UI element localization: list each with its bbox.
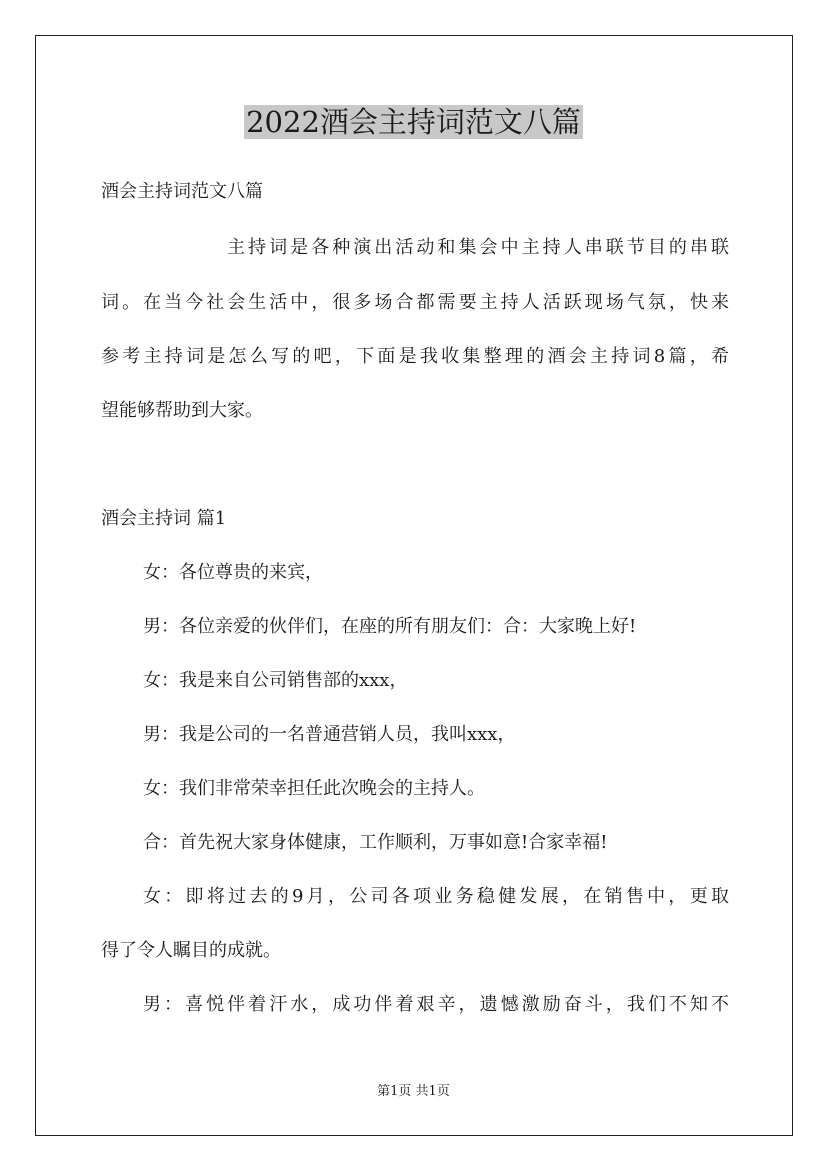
body-line-2: 男：各位亲爱的伙伴们，在座的所有朋友们：合：大家晚上好! [143,616,637,637]
body-line-4: 男：我是公司的一名普通营销人员，我叫xxx， [143,724,516,745]
section-heading: 酒会主持词 篇1 [101,508,227,529]
body-line-5: 女：我们非常荣幸担任此次晚会的主持人。 [143,778,485,799]
document-title [0,100,827,144]
intro-line-2: 词。在当今社会生活中，很多场合都需要主持人活跃现场气氛，快来 [101,292,729,313]
body-line-6: 合：首先祝大家身体健康，工作顺利，万事如意!合家幸福! [143,832,608,853]
document-title-text: 2022酒会主持词范文八篇 [246,105,581,139]
body-line-1: 女：各位尊贵的来宾， [143,562,323,583]
page-footer: 第1页 共1页 [377,1084,450,1099]
subtitle: 酒会主持词范文八篇 [101,181,263,202]
body-line-8: 得了令人瞩目的成就。 [101,940,281,961]
intro-line-3: 参考主持词是怎么写的吧，下面是我收集整理的酒会主持词8篇，希 [101,346,729,367]
intro-line-4: 望能够帮助到大家。 [101,400,263,421]
intro-line-1: 主持词是各种演出活动和集会中主持人串联节目的串联 [227,237,729,258]
body-line-3: 女：我是来自公司销售部的xxx， [143,670,408,691]
body-line-7: 女：即将过去的9月，公司各项业务稳健发展，在销售中，更取 [143,886,729,907]
body-line-9: 男：喜悦伴着汗水，成功伴着艰辛，遗憾激励奋斗，我们不知不 [143,994,729,1015]
